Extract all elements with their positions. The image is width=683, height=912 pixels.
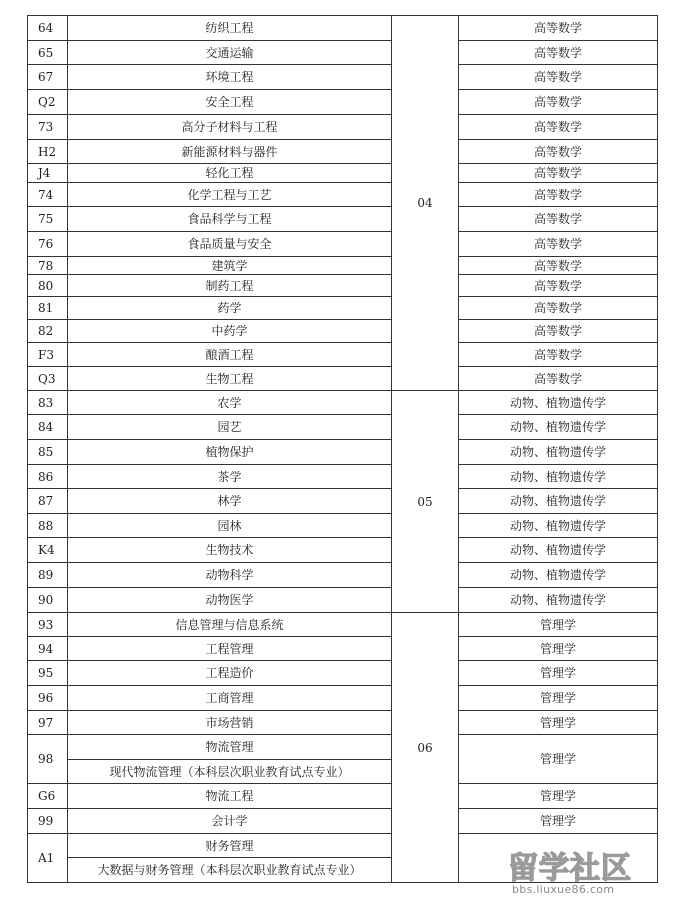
major-code-cell: 90 — [28, 588, 68, 613]
table-row — [28, 784, 658, 809]
major-code-cell: 67 — [28, 65, 68, 90]
table-row — [28, 232, 658, 257]
exam-subject-cell: 动物、植物遗传学 — [459, 415, 658, 440]
table-row — [28, 711, 658, 735]
exam-subject-cell: 动物、植物遗传学 — [459, 440, 658, 465]
table-row — [28, 514, 658, 538]
major-code-cell: 74 — [28, 183, 68, 207]
major-name-cell: 高分子材料与工程 — [68, 115, 392, 140]
group-code-cell: 05 — [392, 391, 459, 613]
major-code-cell: 88 — [28, 514, 68, 538]
site-watermark — [508, 843, 673, 905]
major-code-cell: 80 — [28, 275, 68, 297]
major-name-cell: 新能源材料与器件 — [68, 140, 392, 164]
exam-subject-cell: 动物、植物遗传学 — [459, 489, 658, 514]
major-name-cell: 物流工程 — [68, 784, 392, 809]
major-code-cell: A1 — [28, 834, 68, 883]
major-name-cell: 园林 — [68, 514, 392, 538]
major-name-cell: 酿酒工程 — [68, 343, 392, 367]
exam-subject-cell: 管理学 — [459, 661, 658, 686]
table-row — [28, 164, 658, 183]
major-name-cell: 农学 — [68, 391, 392, 415]
major-name-cell: 会计学 — [68, 809, 392, 834]
exam-subject-cell: 高等数学 — [459, 257, 658, 275]
major-name-cell: 植物保护 — [68, 440, 392, 465]
major-name-cell: 建筑学 — [68, 257, 392, 275]
major-code-cell: 81 — [28, 297, 68, 320]
exam-subject-cell: 动物、植物遗传学 — [459, 514, 658, 538]
major-name-cell: 环境工程 — [68, 65, 392, 90]
exam-subject-cell: 高等数学 — [459, 183, 658, 207]
table-row — [28, 613, 658, 637]
exam-subject-cell: 高等数学 — [459, 275, 658, 297]
table-row — [28, 297, 658, 320]
major-name-cell: 市场营销 — [68, 711, 392, 735]
major-code-cell: 65 — [28, 41, 68, 65]
major-code-cell: Q3 — [28, 367, 68, 391]
major-name-cell: 现代物流管理（本科层次职业教育试点专业） — [68, 760, 392, 784]
major-name-cell: 大数据与财务管理（本科层次职业教育试点专业） — [68, 858, 392, 883]
major-code-cell: 84 — [28, 415, 68, 440]
table-row — [28, 415, 658, 440]
major-name-cell: 食品质量与安全 — [68, 232, 392, 257]
table-row — [28, 115, 658, 140]
major-name-cell: 物流管理 — [68, 735, 392, 760]
major-subject-table — [27, 15, 658, 883]
exam-subject-cell: 动物、植物遗传学 — [459, 588, 658, 613]
major-subject-table-container — [27, 15, 657, 883]
major-name-cell: 化学工程与工艺 — [68, 183, 392, 207]
watermark-url: bbs.liuxue86.com — [512, 883, 615, 896]
table-row — [28, 343, 658, 367]
major-code-cell: 83 — [28, 391, 68, 415]
exam-subject-cell: 管理学 — [459, 784, 658, 809]
major-code-cell: 86 — [28, 465, 68, 489]
exam-subject-cell: 管理学 — [459, 735, 658, 784]
exam-subject-cell: 高等数学 — [459, 343, 658, 367]
exam-subject-cell: 管理学 — [459, 686, 658, 711]
major-code-cell: 97 — [28, 711, 68, 735]
table-row — [28, 320, 658, 343]
major-code-cell: Q2 — [28, 90, 68, 115]
major-name-cell: 药学 — [68, 297, 392, 320]
major-name-cell: 食品科学与工程 — [68, 207, 392, 232]
major-name-cell: 生物技术 — [68, 538, 392, 563]
major-name-cell: 林学 — [68, 489, 392, 514]
major-code-cell: J4 — [28, 164, 68, 183]
exam-subject-cell: 管理学 — [459, 613, 658, 637]
table-row — [28, 637, 658, 661]
major-code-cell: 76 — [28, 232, 68, 257]
major-name-cell: 交通运输 — [68, 41, 392, 65]
major-name-cell: 纺织工程 — [68, 16, 392, 41]
watermark-brand: 留学社区 — [508, 851, 632, 886]
major-name-cell: 生物工程 — [68, 367, 392, 391]
table-row — [28, 465, 658, 489]
major-code-cell: 73 — [28, 115, 68, 140]
major-name-cell: 轻化工程 — [68, 164, 392, 183]
exam-subject-cell: 高等数学 — [459, 140, 658, 164]
table-row — [28, 90, 658, 115]
major-code-cell: 98 — [28, 735, 68, 784]
major-code-cell: 96 — [28, 686, 68, 711]
major-code-cell: 87 — [28, 489, 68, 514]
table-row — [28, 588, 658, 613]
table-row — [28, 686, 658, 711]
exam-subject-cell: 高等数学 — [459, 16, 658, 41]
major-code-cell: 94 — [28, 637, 68, 661]
major-name-cell: 中药学 — [68, 320, 392, 343]
major-name-cell: 财务管理 — [68, 834, 392, 858]
table-row — [28, 563, 658, 588]
major-name-cell: 工程管理 — [68, 637, 392, 661]
major-name-cell: 工程造价 — [68, 661, 392, 686]
table-row — [28, 65, 658, 90]
table-row — [28, 275, 658, 297]
major-code-cell: 82 — [28, 320, 68, 343]
major-code-cell: 89 — [28, 563, 68, 588]
table-row — [28, 257, 658, 275]
table-row — [28, 367, 658, 391]
major-name-cell: 茶学 — [68, 465, 392, 489]
exam-subject-cell: 高等数学 — [459, 232, 658, 257]
major-code-cell: 99 — [28, 809, 68, 834]
major-name-cell: 工商管理 — [68, 686, 392, 711]
major-code-cell: 64 — [28, 16, 68, 41]
major-name-cell: 园艺 — [68, 415, 392, 440]
exam-subject-cell: 动物、植物遗传学 — [459, 465, 658, 489]
exam-subject-cell: 管理学 — [459, 637, 658, 661]
table-row — [28, 538, 658, 563]
major-code-cell: G6 — [28, 784, 68, 809]
table-row — [28, 661, 658, 686]
table-row — [28, 735, 658, 760]
table-row — [28, 140, 658, 164]
table-row — [28, 183, 658, 207]
group-code-cell: 04 — [392, 16, 459, 391]
exam-subject-cell: 管理学 — [459, 809, 658, 834]
major-code-cell: F3 — [28, 343, 68, 367]
exam-subject-cell: 高等数学 — [459, 367, 658, 391]
exam-subject-cell: 动物、植物遗传学 — [459, 538, 658, 563]
table-row — [28, 440, 658, 465]
table-body — [28, 16, 658, 883]
exam-subject-cell: 高等数学 — [459, 320, 658, 343]
exam-subject-cell: 高等数学 — [459, 90, 658, 115]
major-name-cell: 信息管理与信息系统 — [68, 613, 392, 637]
group-code-cell: 06 — [392, 613, 459, 883]
exam-subject-cell: 动物、植物遗传学 — [459, 391, 658, 415]
major-name-cell: 动物医学 — [68, 588, 392, 613]
major-code-cell: 75 — [28, 207, 68, 232]
major-code-cell: 95 — [28, 661, 68, 686]
exam-subject-cell: 高等数学 — [459, 297, 658, 320]
table-row — [28, 16, 658, 41]
major-name-cell: 动物科学 — [68, 563, 392, 588]
major-code-cell: 93 — [28, 613, 68, 637]
exam-subject-cell: 高等数学 — [459, 207, 658, 232]
table-row — [28, 489, 658, 514]
table-row — [28, 809, 658, 834]
major-code-cell: H2 — [28, 140, 68, 164]
major-code-cell: 85 — [28, 440, 68, 465]
table-row — [28, 391, 658, 415]
exam-subject-cell: 高等数学 — [459, 115, 658, 140]
exam-subject-cell: 高等数学 — [459, 65, 658, 90]
exam-subject-cell: 管理学 — [459, 711, 658, 735]
exam-subject-cell: 高等数学 — [459, 41, 658, 65]
exam-subject-cell: 动物、植物遗传学 — [459, 563, 658, 588]
table-row — [28, 207, 658, 232]
major-name-cell: 安全工程 — [68, 90, 392, 115]
exam-subject-cell: 高等数学 — [459, 164, 658, 183]
major-name-cell: 制药工程 — [68, 275, 392, 297]
table-row — [28, 41, 658, 65]
major-code-cell: 78 — [28, 257, 68, 275]
major-code-cell: K4 — [28, 538, 68, 563]
